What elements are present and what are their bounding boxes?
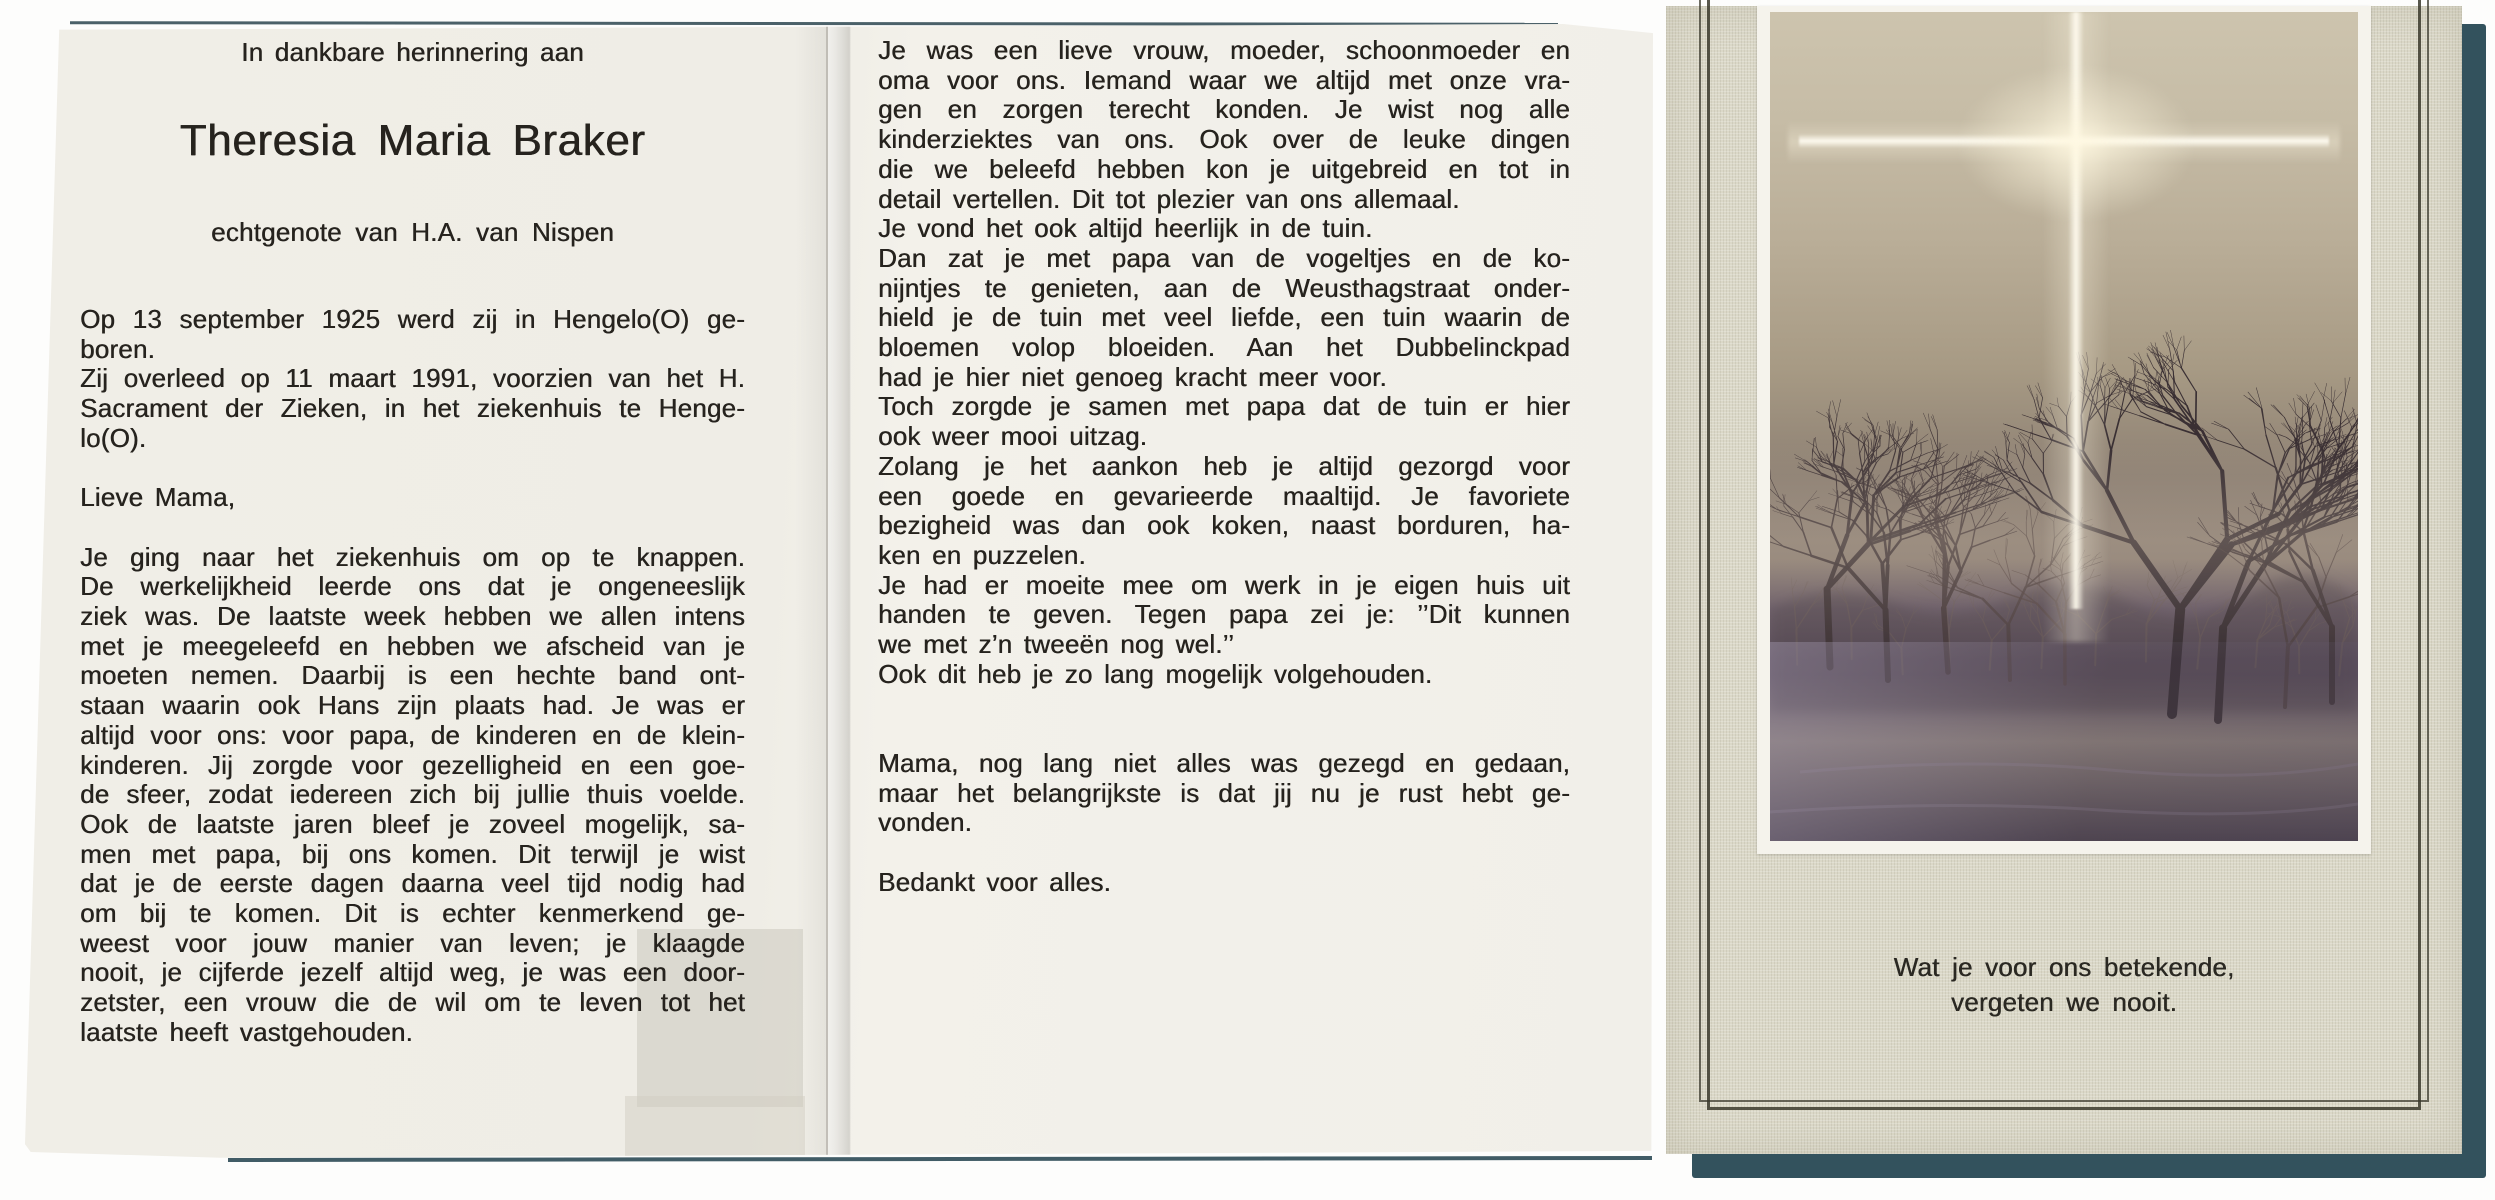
text-line: moeten nemen. Daarbij is een hechte band ont-	[80, 660, 745, 691]
text-line: hield je de tuin met veel liefde, een tuin waarin de	[878, 302, 1570, 333]
text-line: een goede en gevarieerde maaltijd. Je favoriete	[878, 480, 1570, 511]
text-line: Lieve Mama,	[80, 482, 236, 513]
paragraph	[878, 244, 1570, 393]
deceased-name: Theresia Maria Braker	[179, 116, 646, 165]
tape-mark	[625, 1096, 805, 1158]
text-line: Je ging naar het ziekenhuis om op te knappen.	[80, 541, 745, 572]
text-line: handen te geven. Tegen papa zei je: ’’Dit kunnen	[878, 599, 1570, 630]
paragraph	[80, 483, 745, 513]
text-line: Je vond het ook altijd heerlijk in de tuin.	[878, 213, 1373, 244]
paragraph	[878, 749, 1570, 838]
light-cross-glow	[1946, 58, 2206, 228]
text-line: detail vertellen. Dit tot plezier van ons allemaal.	[878, 183, 1460, 214]
paragraph	[878, 868, 1570, 898]
text-line: vergeten we nooit.	[1950, 987, 2178, 1017]
paragraph	[80, 305, 745, 364]
paragraph	[80, 364, 745, 453]
text-line: weest voor jouw manier van leven; je klaagde	[80, 927, 745, 958]
memorial-card-cover	[1666, 6, 2462, 1154]
text-line: Mama, nog lang niet alles was gezegd en gedaan,	[878, 747, 1570, 778]
text-line: we met z’n tweeën nog wel.’’	[878, 629, 1235, 660]
text-line: Je had er moeite mee om werk in je eigen huis uit	[878, 569, 1570, 600]
text-line: men met papa, bij ons komen. Dit terwijl je wist	[80, 838, 745, 869]
paragraph	[80, 543, 745, 1048]
fold-highlight	[828, 24, 850, 1160]
relation-line: echtgenote van H.A. van Nispen	[211, 217, 614, 247]
text-line: nijntjes te genieten, aan de Weusthagstraat onder-	[878, 272, 1570, 303]
text-line: De werkelijkheid leerde ons dat je ongeneeslijk	[80, 571, 745, 602]
paragraph	[878, 214, 1570, 244]
paragraph	[878, 392, 1570, 451]
frosty-ground	[1770, 642, 2358, 841]
intro-line: In dankbare herinnering aan	[241, 37, 584, 67]
text-line: ziek was. De laatste week hebben we allen intens	[80, 601, 745, 631]
text-line: Ook de laatste jaren bleef je zoveel mogelijk, sa-	[80, 808, 745, 839]
text-line: altijd voor ons: voor papa, de kinderen en de klein-	[80, 719, 745, 750]
text-line: Toch zorgde je samen met papa dat de tuin er hier	[878, 391, 1570, 422]
cover-photo	[1770, 12, 2358, 841]
text-line: bezigheid was dan ook koken, naast borduren, ha-	[878, 510, 1570, 541]
text-line: kinderen. Jij zorgde voor gezelligheid en een goe-	[80, 749, 745, 780]
text-line: had je hier niet genoeg kracht meer voor.	[878, 361, 1387, 392]
text-line: Bedankt voor alles.	[878, 866, 1111, 897]
left-page-text	[80, 305, 745, 1048]
cover-photo-frame	[1757, 6, 2371, 854]
text-line: de sfeer, zodat iedereen zich bij jullie thuis voelde.	[80, 779, 745, 810]
text-line: nooit, je cijferde jezelf altijd weg, je was een door-	[80, 957, 745, 988]
paragraph	[878, 36, 1570, 214]
paragraph	[1726, 950, 2402, 1020]
text-line: Je was een lieve vrouw, moeder, schoonmoeder en	[878, 35, 1570, 65]
text-line: vonden.	[878, 807, 972, 838]
text-line: staan waarin ook Hans zijn plaats had. Je was er	[80, 690, 745, 721]
paragraph	[878, 452, 1570, 571]
text-line: Op 13 september 1925 werd zij in Hengelo(O) ge-	[80, 304, 745, 334]
text-line: gen en zorgen terecht konden. Je wist nog alle	[878, 94, 1570, 125]
scan-bottom-edge-line	[228, 1156, 1652, 1162]
text-line: ook weer mooi uitzag.	[878, 421, 1148, 452]
text-line: kinderziektes van ons. Ook over de leuke dingen	[878, 124, 1570, 155]
text-line: Sacrament der Zieken, in het ziekenhuis te Henge-	[80, 393, 745, 424]
text-line: zetster, een vrouw die de wil om te leven tot het	[80, 987, 745, 1018]
text-line: maar het belangrijkste is dat jij nu je rust hebt ge-	[878, 777, 1570, 808]
text-line: Zolang je het aankon heb je altijd gezorgd voor	[878, 450, 1570, 481]
cover-caption	[1726, 950, 2402, 1020]
text-line: met je meegeleefd en hebben we afscheid van je	[80, 630, 745, 661]
text-line: bloemen volop bloeiden. Aan het Dubbelinckpad	[878, 332, 1570, 363]
text-line: die we beleefd hebben kon je uitgebreid en tot in	[878, 153, 1570, 184]
text-line: Zij overleed op 11 maart 1991, voorzien van het H.	[80, 363, 745, 394]
text-line: dat je de eerste dagen daarna veel tijd nodig had	[80, 868, 745, 899]
text-line: Wat je voor ons betekende,	[1893, 952, 2235, 982]
text-line: lo(O).	[80, 422, 147, 453]
paragraph	[878, 660, 1570, 690]
text-line: Ook dit heb je zo lang mogelijk volgehouden.	[878, 658, 1433, 689]
text-line: ken en puzzelen.	[878, 539, 1086, 570]
text-line: boren.	[80, 333, 155, 364]
middle-page-text	[878, 36, 1570, 897]
text-line: om bij te komen. Dit is echter kenmerkend ge-	[80, 898, 745, 929]
text-line: laatste heeft vastgehouden.	[80, 1016, 413, 1047]
paragraph	[878, 571, 1570, 660]
text-line: Dan zat je met papa van de vogeltjes en de ko-	[878, 242, 1570, 273]
text-line: oma voor ons. Iemand waar we altijd met onze vra-	[878, 64, 1570, 95]
